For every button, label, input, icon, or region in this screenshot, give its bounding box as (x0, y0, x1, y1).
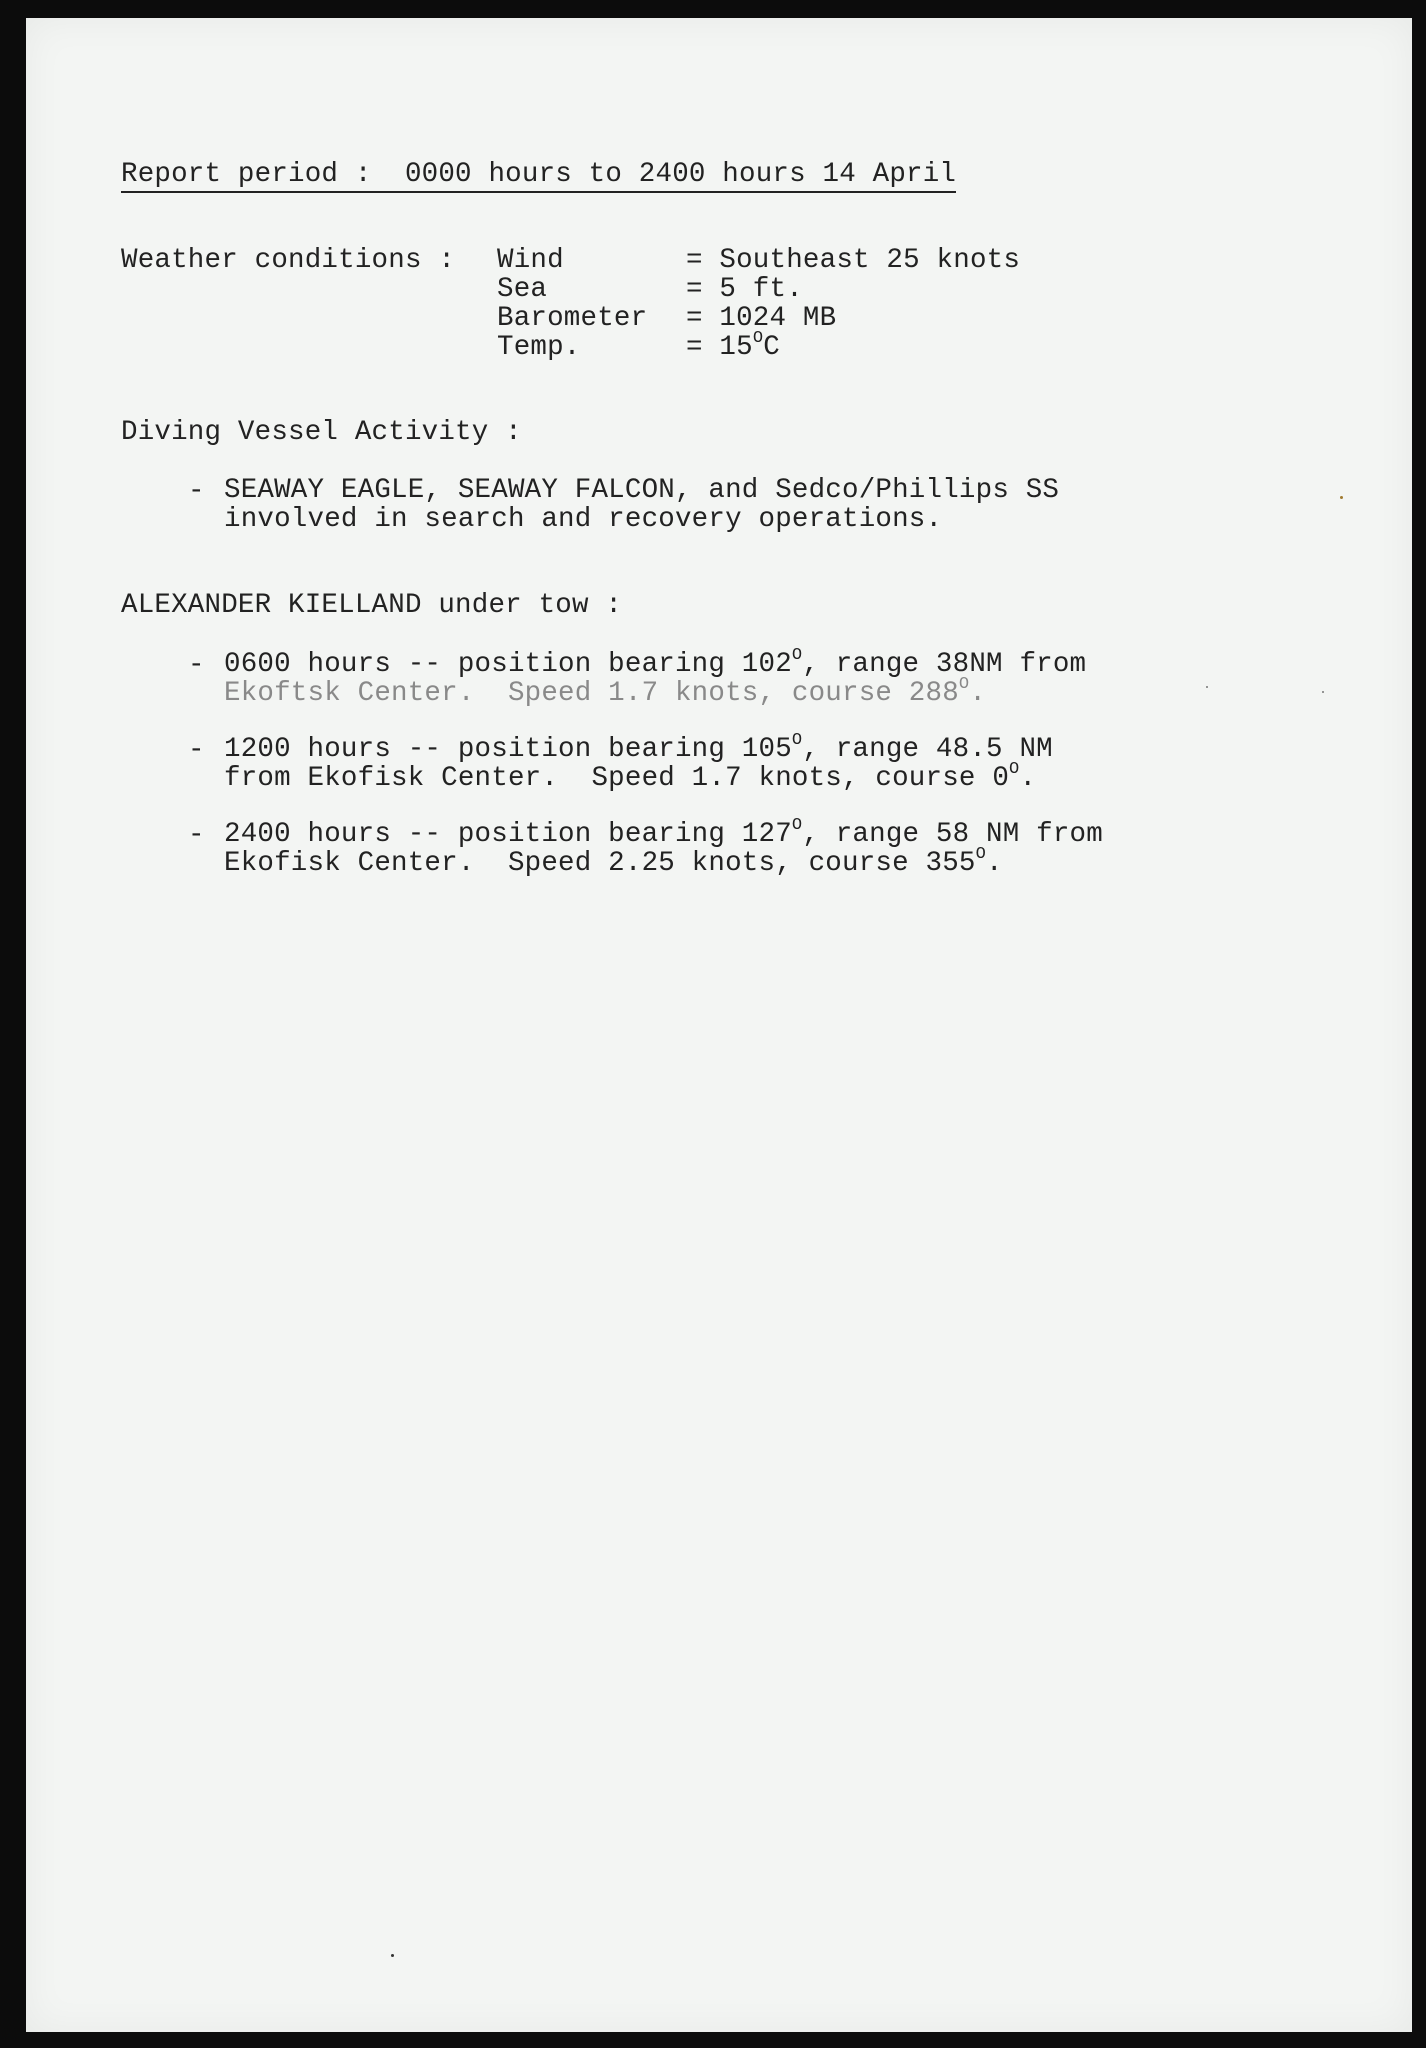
scan-speck (1322, 691, 1324, 693)
degree-sign: O (752, 329, 764, 348)
weather-wind-value: = Southeast 25 knots (686, 245, 1021, 276)
report-period-heading: Report period : 0000 hours to 2400 hours 14 April (121, 160, 956, 193)
degree-sign: O (791, 816, 803, 835)
weather-label: Weather conditions : (121, 245, 456, 276)
scan-speck (1206, 686, 1208, 688)
kielland-item-2-line1: 1200 hours -- position bearing $105^O$, range 48.5 NM (224, 731, 1053, 765)
kielland-item-3-line1: 2400 hours -- position bearing $127^O$, range 58 NM from (224, 816, 1103, 850)
degree-sign: O (791, 731, 803, 750)
weather-temp-name: Temp. (497, 332, 581, 363)
bullet-dash: - (188, 476, 205, 507)
kielland-heading: ALEXANDER KIELLAND under tow : (121, 590, 623, 621)
weather-wind-name: Wind (497, 245, 564, 276)
document-page (26, 18, 1412, 2032)
bullet-dash: - (188, 820, 205, 851)
scan-speck (1340, 496, 1343, 499)
weather-sea-value: = 5 ft. (686, 274, 803, 305)
diving-item-line1: SEAWAY EAGLE, SEAWAY FALCON, and Sedco/Phillips SS (224, 475, 1060, 506)
degree-sign: O (791, 646, 803, 665)
weather-temp-value: = $15^OC$ (686, 329, 780, 363)
bullet-dash: - (188, 735, 205, 766)
degree-sign: O (958, 675, 970, 694)
weather-barometer-name: Barometer (497, 303, 648, 334)
diving-item-line2: involved in search and recovery operations. (224, 504, 943, 535)
weather-sea-name: Sea (497, 274, 548, 305)
kielland-item-2-line2: from Ekofisk Center. Speed 1.7 knots, course $0^O$. (224, 760, 1037, 794)
weather-barometer-value: = 1024 MB (686, 303, 837, 334)
bullet-dash: - (188, 650, 205, 681)
kielland-item-3-line2: Ekofisk Center. Speed 2.25 knots, course $355^O$. (224, 845, 1003, 879)
kielland-item-1-line2: Ekoftsk Center. Speed 1.7 knots, course $288^O$. (224, 675, 987, 709)
degree-sign: O (975, 845, 987, 864)
diving-heading: Diving Vessel Activity : (121, 417, 522, 448)
degree-sign: O (1009, 760, 1020, 779)
scan-speck (391, 1954, 394, 1957)
kielland-item-1-line1: 0600 hours -- position bearing $102^O$, range 38NM from (224, 646, 1087, 680)
